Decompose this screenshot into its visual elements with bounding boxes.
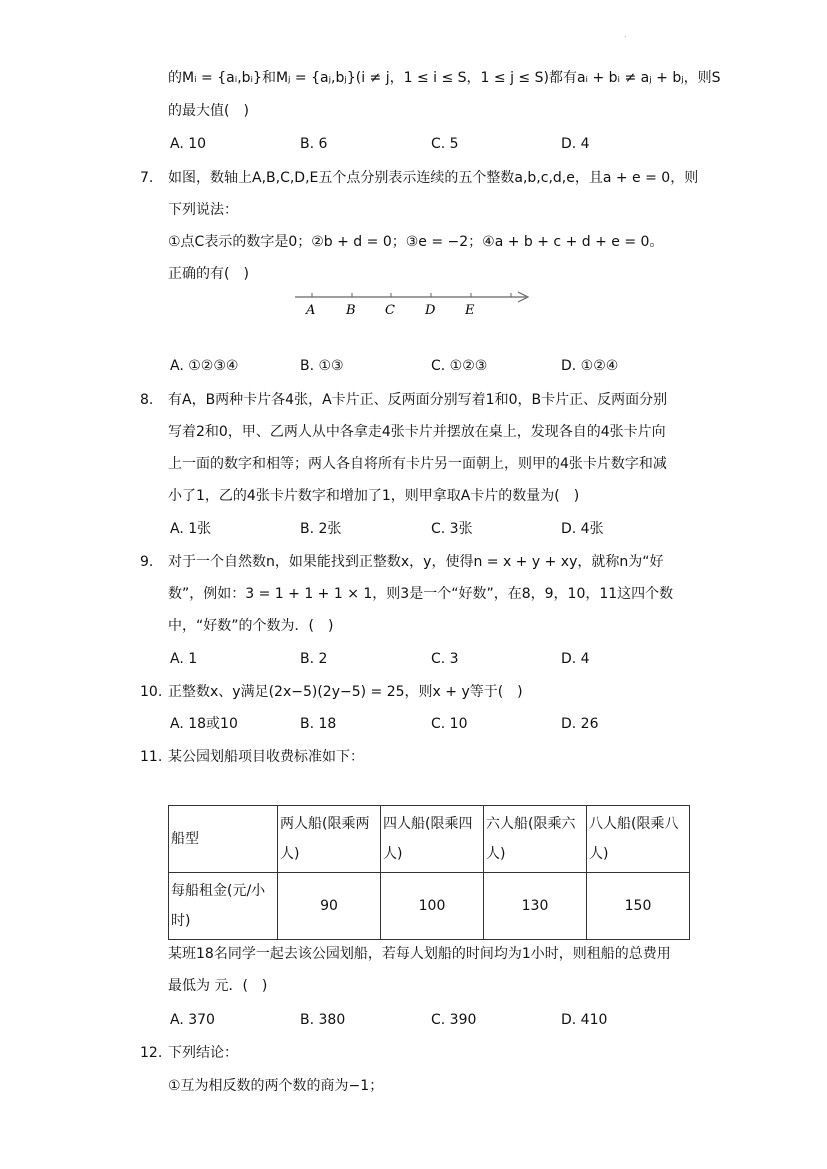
q8-option-b[interactable]: B. 2张 [300,521,342,537]
q11-option-a[interactable]: A. 370 [170,1012,215,1028]
axis-label-d: D [425,303,436,318]
table-cell: 90 [278,873,381,940]
q6-option-d[interactable]: D. 4 [561,136,590,152]
axis-label-c: C [385,303,395,318]
q10-option-c[interactable]: C. 10 [431,716,468,732]
q11-line2: 某班18名同学一起去该公园划船，若每人划船的时间均为1小时，则租船的总费用 [168,946,671,962]
q8-line1: 有A，B两种卡片各4张，A卡片正、反两面分别写着1和0，B卡片正、反两面分别 [168,392,668,408]
q11-option-d[interactable]: D. 410 [561,1012,608,1028]
q6-option-a[interactable]: A. 10 [170,136,207,152]
q10-line1: 正整数x、y满足(2x−5)(2y−5) = 25，则x + y等于( ) [168,684,523,700]
q7-option-c[interactable]: C. ①②③ [431,358,488,374]
q6-line1: 的Mᵢ = {aᵢ,bᵢ}和Mⱼ = {aⱼ,bⱼ}(i ≠ j，1 ≤ i ≤ S，1 ≤ j ≤ S)都有aᵢ + bᵢ ≠ aⱼ + bⱼ，则S [168,70,721,86]
table-cell: 每船租金(元/小时) [169,873,278,940]
axis-label-a: A [306,303,316,318]
q7-option-a[interactable]: A. ①②③④ [170,358,239,374]
q7-option-b[interactable]: B. ①③ [300,358,344,374]
table-row [169,806,690,873]
q7-line1: 如图，数轴上A,B,C,D,E五个点分别表示连续的五个整数a,b,c,d,e，且a + e = 0，则 [168,170,699,186]
q11-option-c[interactable]: C. 390 [431,1012,477,1028]
q8-number: 8. [140,392,154,408]
q9-option-a[interactable]: A. 1 [170,651,198,667]
corner-mark: . [624,30,627,39]
q7-line2: 下列说法： [168,202,238,218]
table-row [169,873,690,940]
q11-line1: 某公园划船项目收费标准如下： [168,749,364,765]
q11-number: 11. [140,749,163,765]
table-cell: 六人船(限乘六人) [484,806,587,873]
q8-option-d[interactable]: D. 4张 [561,521,604,537]
q7-line3: ①点C表示的数字是0；②b + d = 0；③e = −2；④a + b + c + d + e = 0。 [168,234,664,250]
table-cell: 130 [484,873,587,940]
q12-line2: ①互为相反数的两个数的商为−1； [168,1078,384,1094]
q7-option-d[interactable]: D. ①②④ [561,358,619,374]
table-cell: 两人船(限乘两人) [278,806,381,873]
q10-option-a[interactable]: A. 18或10 [170,716,238,732]
table-cell: 100 [381,873,484,940]
q6-option-c[interactable]: C. 5 [431,136,459,152]
q8-option-a[interactable]: A. 1张 [170,521,212,537]
q9-option-c[interactable]: C. 3 [431,651,459,667]
table-cell: 150 [587,873,690,940]
q12-number: 12. [140,1045,163,1061]
q10-option-b[interactable]: B. 18 [300,716,337,732]
axis-label-e: E [465,303,475,318]
table-cell: 八人船(限乘八人) [587,806,690,873]
axis-label-b: B [346,303,356,318]
q9-number: 9. [140,554,154,570]
table-cell: 四人船(限乘四人) [381,806,484,873]
q6-option-b[interactable]: B. 6 [300,136,328,152]
q8-line2: 写着2和0，甲、乙两人从中各拿走4张卡片并摆放在桌上，发现各自的4张卡片向 [168,424,666,440]
q7-number: 7. [140,170,154,186]
q6-line2: 的最大值( ) [168,103,249,119]
q9-option-b[interactable]: B. 2 [300,651,328,667]
q9-line2: 数”，例如：3 = 1 + 1 + 1 × 1，则3是一个“好数”，在8，9，10，11这四个数 [168,586,674,602]
q12-line1: 下列结论： [168,1045,238,1061]
table-cell: 船型 [169,806,278,873]
fee-table [168,805,690,940]
q7-line4: 正确的有( ) [168,266,249,282]
q8-option-c[interactable]: C. 3张 [431,521,473,537]
q10-option-d[interactable]: D. 26 [561,716,599,732]
q11-option-b[interactable]: B. 380 [300,1012,346,1028]
q10-number: 10. [140,684,163,700]
q9-line1: 对于一个自然数n，如果能找到正整数x，y，使得n = x + y + xy，就称n为“好 [168,554,664,570]
q9-line3: 中，“好数”的个数为．( ) [168,618,334,634]
q9-option-d[interactable]: D. 4 [561,651,590,667]
q11-line3: 最低为 元．( ) [168,978,268,994]
q8-line4: 小了1，乙的4张卡片数字和增加了1，则甲拿取A卡片的数量为( ) [168,488,580,504]
q8-line3: 上一面的数字和相等；两人各自将所有卡片另一面朝上，则甲的4张卡片数字和减 [168,456,667,472]
number-line-figure [290,288,535,324]
